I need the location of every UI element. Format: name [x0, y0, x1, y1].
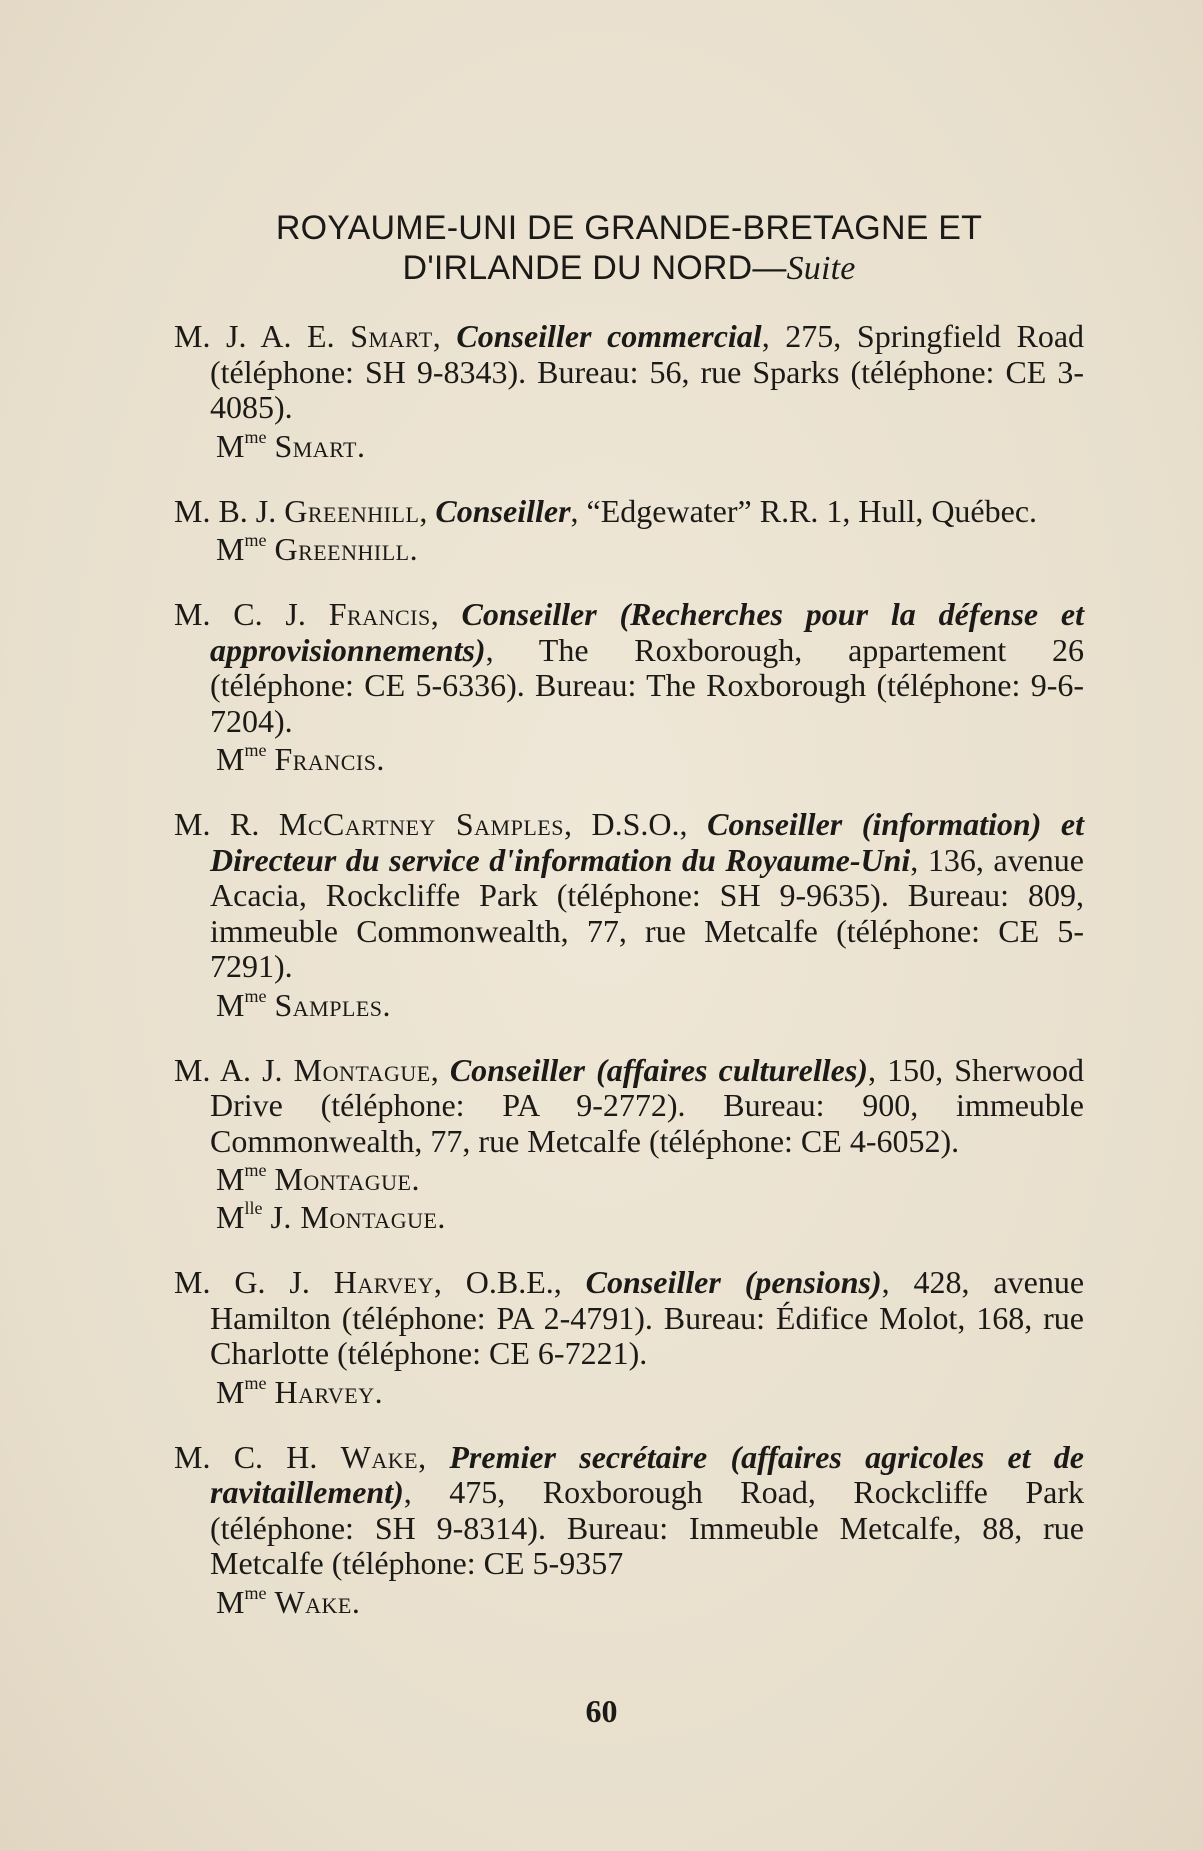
heading-line-2: D'IRLANDE DU NORD	[402, 249, 753, 287]
entry-comma: ,	[418, 1438, 450, 1475]
entry-details: , 428, avenue Hamilton (téléphone: PA 2-4791). Bureau: Édifice Molot, 168, rue Charlotte (téléphone: CE 6-7221).	[210, 1264, 1085, 1371]
spouse-abbr: M	[216, 986, 245, 1023]
entry-details: , 136, avenue Acacia, Rockcliffe Park (téléphone: SH 9-9635). Bureau: 809, immeuble Commonwealth, 77, rue Metcalfe (téléphone: CE 5-7291).	[210, 841, 1084, 984]
entry-comma: ,	[432, 318, 457, 354]
spouse-abbr: M	[216, 427, 245, 464]
spouse-entry	[174, 987, 1084, 1023]
entry-details: , 275, Springfield Road (téléphone: SH 9-8343). Bureau: 56, rue Sparks (téléphone: CE 3-4085).	[210, 318, 1085, 425]
directory-entry	[174, 494, 1084, 530]
spouse-abbr: M	[216, 531, 245, 567]
spouse-abbr-sup: me	[244, 530, 267, 551]
directory-entry	[174, 807, 1084, 985]
spouse-entry	[174, 1161, 1084, 1197]
spouse-name: Samples.	[274, 986, 392, 1023]
entry-comma: ,	[679, 806, 708, 842]
entry-name: Montague	[293, 1051, 431, 1088]
spouse-abbr-sup: me	[244, 740, 267, 761]
spouse-entry	[174, 428, 1084, 464]
entry-name: Francis	[328, 596, 431, 632]
entry-details: , “Edgewater” R.R. 1, Hull, Québec.	[570, 492, 1038, 529]
spouse-abbr-sup: me	[244, 1372, 267, 1393]
entry-name: Greenhill	[284, 492, 420, 529]
spouse-abbr: M	[216, 1583, 245, 1620]
directory-entry	[174, 319, 1084, 426]
spouse-abbr: M	[216, 741, 245, 777]
spouse-name: Harvey.	[274, 1373, 384, 1410]
entry-title: Premier secrétaire (affaires agricoles et de ravitaillement)	[210, 1438, 1085, 1510]
entry-prefix: M. G. J.	[174, 1264, 334, 1300]
entry-title: Conseiller (Recherches pour la défense et approvisionnements)	[210, 596, 1085, 668]
spouse-abbr-sup: lle	[244, 1198, 263, 1219]
spouse-entry	[174, 1584, 1084, 1620]
entry-name: McCartney Samples	[278, 806, 564, 842]
entry-comma: ,	[419, 492, 436, 529]
spouse-abbr: M	[216, 1161, 245, 1197]
spouse-abbr-sup: me	[244, 426, 267, 447]
entry-title: Conseiller (pensions)	[585, 1264, 882, 1300]
spouse-entry	[174, 531, 1084, 567]
entry-title: Conseiller	[435, 492, 571, 529]
spouse-name: Francis.	[274, 741, 385, 777]
entry-title: Conseiller (affaires culturelles)	[449, 1051, 868, 1088]
heading-suite: Suite	[786, 250, 856, 287]
directory-entries	[174, 319, 1084, 1620]
heading-dash: —	[752, 249, 787, 287]
spouse-abbr-sup: me	[244, 1160, 267, 1181]
entry-prefix: M. B. J.	[174, 492, 285, 529]
entry-suffix: , O.B.E.	[433, 1264, 554, 1300]
entry-prefix: M. C. J.	[174, 596, 329, 632]
spouse-name: J. Montague.	[270, 1199, 446, 1235]
spouse-abbr-sup: me	[244, 1582, 267, 1603]
entry-details: , The Roxborough, appartement 26 (téléphone: CE 5-6336). Bureau: The Roxborough (téléphone: 9-6-7204).	[210, 631, 1084, 739]
spouse-name: Smart.	[274, 427, 366, 464]
spouse-name: Greenhill.	[274, 531, 419, 567]
page-heading	[174, 208, 1084, 289]
entry-name: Wake	[340, 1438, 419, 1475]
entry-comma: ,	[430, 1051, 450, 1088]
directory-entry	[174, 597, 1084, 739]
entry-details: , 150, Sherwood Drive (téléphone: PA 9-2772). Bureau: 900, immeuble Commonwealth, 77, rue Metcalfe (téléphone: CE 4-6052).	[210, 1051, 1084, 1159]
entry-prefix: M. R.	[174, 806, 279, 842]
entry-suffix: , D.S.O.	[563, 806, 680, 842]
entry-title: Conseiller (information) et Directeur du service d'information du Royaume-Uni	[210, 806, 1085, 878]
page-number: 60	[585, 1693, 618, 1729]
spouse-abbr: M	[216, 1199, 245, 1235]
spouse-abbr: M	[216, 1373, 245, 1410]
spouse-entry	[174, 741, 1084, 777]
spouse-abbr-sup: me	[244, 985, 267, 1006]
entry-prefix: M. J. A. E.	[174, 318, 351, 354]
heading-line-1: ROYAUME-UNI DE GRANDE-BRETAGNE ET	[275, 209, 983, 247]
entry-details: , 475, Roxborough Road, Rockcliffe Park (téléphone: SH 9-8314). Bureau: Immeuble Metcalfe, 88, rue Metcalfe (téléphone: CE 5-9357	[210, 1474, 1084, 1581]
entry-title: Conseiller commercial	[456, 318, 762, 354]
spouse-entry	[174, 1374, 1084, 1410]
directory-entry	[174, 1265, 1084, 1372]
entry-comma: ,	[430, 596, 462, 632]
spouse-name: Montague.	[274, 1161, 420, 1197]
spouse-entry	[174, 1199, 1084, 1235]
entry-prefix: M. A. J.	[174, 1051, 294, 1088]
entry-name: Harvey	[333, 1264, 434, 1300]
entry-prefix: M. C. H.	[174, 1438, 341, 1475]
text-block	[174, 208, 1084, 1620]
spouse-name: Wake.	[274, 1583, 361, 1620]
directory-entry	[174, 1053, 1084, 1160]
entry-name: Smart	[350, 318, 433, 354]
directory-entry	[174, 1440, 1084, 1582]
entry-comma: ,	[553, 1264, 586, 1300]
